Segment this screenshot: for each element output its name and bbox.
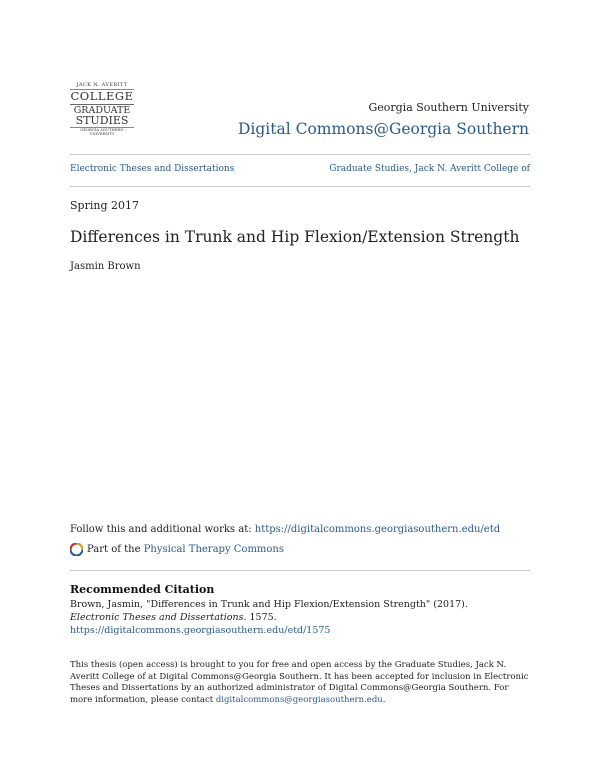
citation-number: . 1575.: [243, 612, 277, 623]
follow-prefix: Follow this and additional works at:: [70, 524, 255, 535]
physical-therapy-commons-link[interactable]: Physical Therapy Commons: [143, 544, 285, 555]
citation-text: Brown, Jasmin, "Differences in Trunk and Hip Flexion/Extension Strength" (2017).: [70, 599, 468, 610]
citation-journal: Electronic Theses and Dissertations: [70, 612, 244, 623]
college-logo: [70, 83, 134, 135]
logo-line2: COLLEGE: [70, 89, 134, 103]
access-statement-end: .: [382, 694, 386, 705]
citation-url-link[interactable]: https://digitalcommons.georgiasouthern.edu/etd/1575: [70, 625, 331, 636]
author-name: Jasmin Brown: [70, 261, 141, 272]
logo-line1: JACK N. AVERITT: [70, 83, 134, 90]
access-statement: [70, 660, 532, 706]
divider-citation: [70, 570, 530, 571]
follow-url-link[interactable]: https://digitalcommons.georgiasouthern.edu/etd: [254, 524, 501, 535]
repository-link[interactable]: Digital Commons@Georgia Southern: [237, 120, 529, 138]
logo-line4: STUDIES: [75, 114, 129, 127]
divider-top: [70, 154, 530, 155]
citation-heading: Recommended Citation: [70, 583, 215, 596]
partof-prefix: Part of the: [87, 544, 144, 555]
citation-source-line: [70, 611, 530, 624]
citation-block: [70, 598, 530, 637]
bepress-commons-icon: [70, 543, 83, 556]
logo-line3: GRADUATE: [70, 104, 134, 116]
breadcrumb-collection-link[interactable]: Electronic Theses and Dissertations: [70, 164, 235, 174]
follow-line: [70, 524, 500, 535]
partof-line: [70, 543, 284, 556]
contact-email-link[interactable]: digitalcommons@georgiasouthern.edu: [215, 694, 383, 705]
university-name: Georgia Southern University: [368, 101, 529, 114]
breadcrumb-college-link[interactable]: Graduate Studies, Jack N. Averitt College of: [329, 164, 530, 174]
publication-date: Spring 2017: [70, 199, 139, 212]
document-title: Differences in Trunk and Hip Flexion/Extension Strength: [70, 228, 520, 246]
access-statement-text: This thesis (open access) is brought to you for free and open access by the Graduate Studies, Jack N. Averitt College of at Digital Commons@Georgia Southern. It has been accepted for inclusion in Electronic Theses and Dissertations by an authorized administrator of Digital Commons@Georgia Southern. For more information, please contact: [70, 660, 529, 705]
logo-line5: GEORGIA SOUTHERN UNIVERSITY: [70, 127, 134, 136]
divider-breadcrumb: [70, 186, 530, 187]
